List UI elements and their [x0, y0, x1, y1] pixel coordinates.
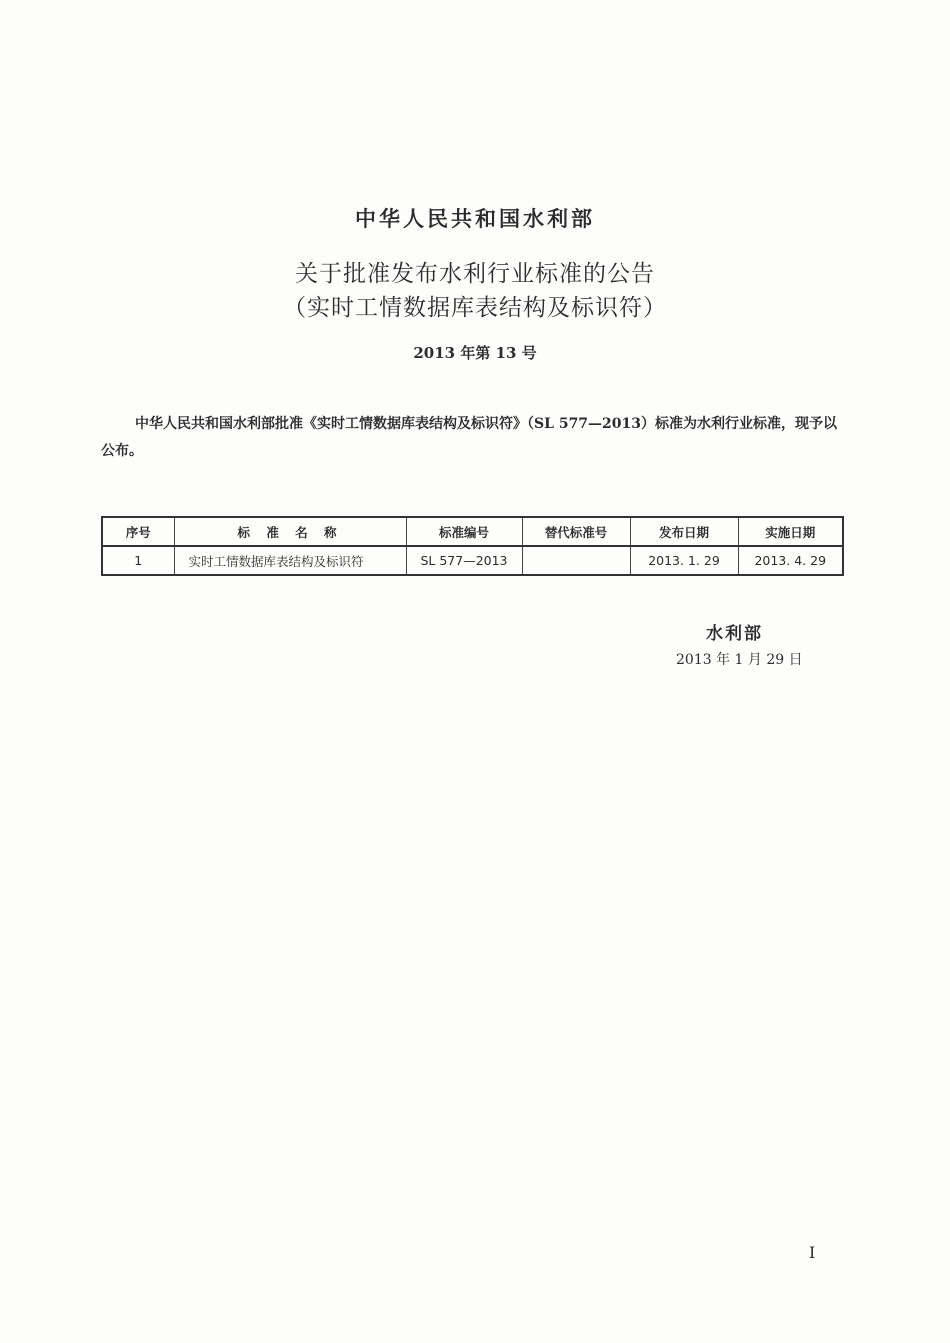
page-number: I: [809, 1243, 816, 1262]
header-standard-code: 标准编号: [406, 517, 522, 546]
announcement-subtitle: （实时工情数据库表结构及标识符）: [283, 295, 667, 321]
header-serial: 序号: [102, 517, 174, 546]
issuing-ministry: 中华人民共和国水利部: [355, 206, 595, 231]
header-publish-date: 发布日期: [630, 517, 738, 546]
table-row: [102, 546, 843, 575]
signature-date: 2013 年 1 月 29 日: [676, 652, 803, 668]
table-header-row: [102, 517, 843, 546]
header-standard-name: 标 准 名 称: [174, 517, 406, 546]
signer: 水利部: [706, 624, 763, 644]
header-replaced-code: 替代标准号: [522, 517, 630, 546]
cell-publish-date: 2013. 1. 29: [630, 546, 738, 575]
cell-standard-name: 实时工情数据库表结构及标识符: [174, 546, 406, 575]
cell-effective-date: 2013. 4. 29: [738, 546, 843, 575]
announcement-body: 中华人民共和国水利部批准《实时工情数据库表结构及标识符》（SL 577—2013）标准为水利行业标准，现予以公布。: [101, 416, 838, 459]
header-effective-date: 实施日期: [738, 517, 843, 546]
cell-standard-code: SL 577—2013: [406, 546, 522, 575]
cell-replaced-code: [522, 546, 630, 575]
announcement-title: 关于批准发布水利行业标准的公告: [295, 261, 655, 287]
document-number: 2013 年第 13 号: [413, 344, 537, 362]
cell-serial: 1: [102, 546, 174, 575]
standards-table: [101, 516, 844, 576]
